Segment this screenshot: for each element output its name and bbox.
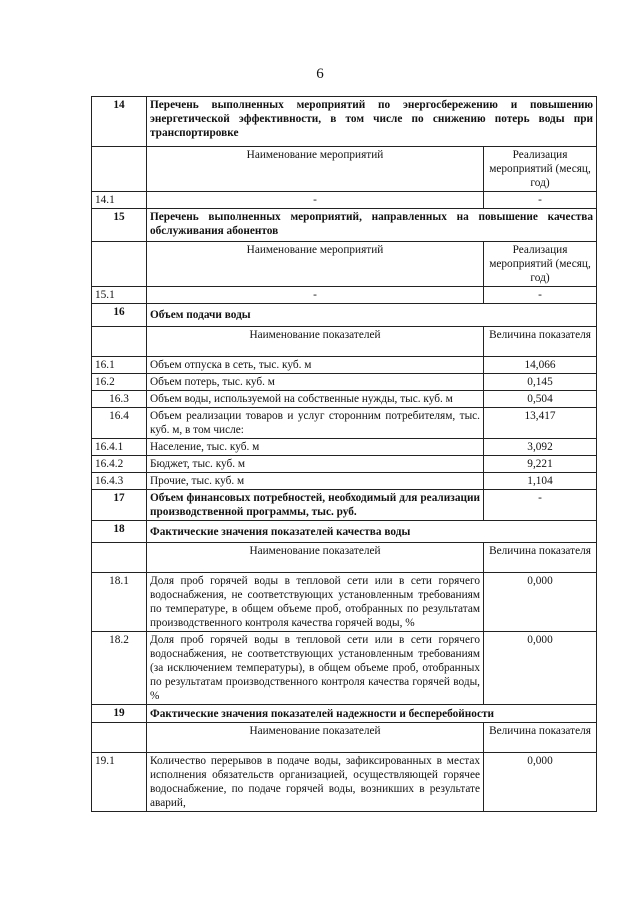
value-column-header: Величина показателя <box>484 543 597 573</box>
row-name: Объем отпуска в сеть, тыс. куб. м <box>147 357 484 374</box>
table-row <box>92 391 597 408</box>
header-row <box>92 543 597 573</box>
page-number: 6 <box>316 66 324 82</box>
row-number: 18.2 <box>92 632 147 705</box>
name-column-header: Наименование показателей <box>147 327 484 357</box>
row-value: 14,066 <box>484 357 597 374</box>
section-number: 14 <box>92 97 147 147</box>
header-row <box>92 242 597 287</box>
section-number: 19 <box>92 705 147 723</box>
table-row <box>92 573 597 632</box>
section-row <box>92 97 597 147</box>
row-name: Прочие, тыс. куб. м <box>147 473 484 490</box>
section-row <box>92 490 597 521</box>
section-row <box>92 705 597 723</box>
row-number: 15.1 <box>92 287 147 304</box>
value-column-header: Реализация мероприятий (месяц, год) <box>484 147 597 192</box>
name-column-header: Наименование мероприятий <box>147 147 484 192</box>
section-title: Объем финансовых потребностей, необходимый для реализации производственной программы, тыс. руб. <box>147 490 484 521</box>
row-number: 16.2 <box>92 374 147 391</box>
value-column-header: Величина показателя <box>484 723 597 753</box>
section-title: Перечень выполненных мероприятий по энергосбережению и повышению энергетической эффективности, в том числе по снижению потерь воды при транспортировке <box>147 97 597 147</box>
section-title: Фактические значения показателей качества воды <box>147 521 597 543</box>
row-number: 16.3 <box>92 391 147 408</box>
section-title: Объем подачи воды <box>147 304 597 327</box>
row-number: 16.4 <box>92 408 147 439</box>
name-column-header: Наименование показателей <box>147 543 484 573</box>
row-name: Объем реализации товаров и услуг сторонним потребителям, тыс. куб. м, в том числе: <box>147 408 484 439</box>
section-title: Фактические значения показателей надежности и бесперебойности <box>147 705 597 723</box>
table-row <box>92 439 597 456</box>
table-row <box>92 287 597 304</box>
row-name: Доля проб горячей воды в тепловой сети или в сети горячего водоснабжения, не соответствующих установленным требованиям (за исключением температуры), в общем объеме проб, отобранных по результатам производственного контроля качества горячей воды, % <box>147 632 484 705</box>
section-row <box>92 209 597 242</box>
row-value: 1,104 <box>484 473 597 490</box>
row-name: - <box>147 287 484 304</box>
table-row <box>92 374 597 391</box>
row-name: Доля проб горячей воды в тепловой сети или в сети горячего водоснабжения, не соответствующих установленным требованиям по температуре, в общем объеме проб, отобранных по результатам производственного контроля качества горячей воды, % <box>147 573 484 632</box>
value-column-header: Величина показателя <box>484 327 597 357</box>
table-row <box>92 357 597 374</box>
section-title: Перечень выполненных мероприятий, направленных на повышение качества обслуживания абонентов <box>147 209 597 242</box>
section-number: 15 <box>92 209 147 242</box>
row-number: 16.4.2 <box>92 456 147 473</box>
row-value: 0,000 <box>484 573 597 632</box>
table-row <box>92 408 597 439</box>
name-column-header: Наименование мероприятий <box>147 242 484 287</box>
row-value: - <box>484 490 597 521</box>
value-column-header: Реализация мероприятий (месяц, год) <box>484 242 597 287</box>
row-name: Объем воды, используемой на собственные нужды, тыс. куб. м <box>147 391 484 408</box>
header-row <box>92 147 597 192</box>
row-number: 16.4.1 <box>92 439 147 456</box>
header-row <box>92 723 597 753</box>
row-name: - <box>147 192 484 209</box>
row-value: - <box>484 192 597 209</box>
section-row <box>92 304 597 327</box>
report-table <box>91 96 597 812</box>
row-number: 14.1 <box>92 192 147 209</box>
section-row <box>92 521 597 543</box>
row-value: 0,000 <box>484 632 597 705</box>
section-number: 17 <box>92 490 147 521</box>
row-value: 0,145 <box>484 374 597 391</box>
section-number: 16 <box>92 304 147 327</box>
row-number: 19.1 <box>92 753 147 812</box>
table-row <box>92 456 597 473</box>
row-value: 0,000 <box>484 753 597 812</box>
row-name: Объем потерь, тыс. куб. м <box>147 374 484 391</box>
row-name: Бюджет, тыс. куб. м <box>147 456 484 473</box>
row-name: Население, тыс. куб. м <box>147 439 484 456</box>
row-number: 18.1 <box>92 573 147 632</box>
table-row <box>92 192 597 209</box>
table-row <box>92 753 597 812</box>
row-value: 9,221 <box>484 456 597 473</box>
header-row <box>92 327 597 357</box>
row-value: 0,504 <box>484 391 597 408</box>
section-number: 18 <box>92 521 147 543</box>
name-column-header: Наименование показателей <box>147 723 484 753</box>
row-value: 3,092 <box>484 439 597 456</box>
row-number: 16.4.3 <box>92 473 147 490</box>
table-row <box>92 632 597 705</box>
row-number: 16.1 <box>92 357 147 374</box>
row-value: 13,417 <box>484 408 597 439</box>
table-row <box>92 473 597 490</box>
row-value: - <box>484 287 597 304</box>
row-name: Количество перерывов в подаче воды, зафиксированных в местах исполнения обязательств организацией, осуществляющей горячее водоснабжение, по подаче горячей воды, возникших в результате аварий, <box>147 753 484 812</box>
